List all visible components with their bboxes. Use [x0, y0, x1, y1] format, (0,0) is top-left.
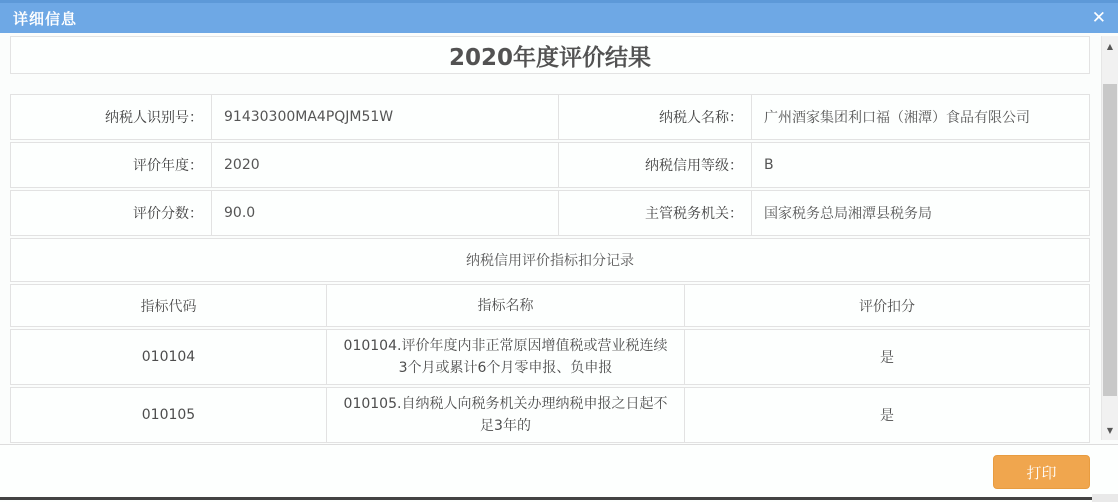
credit-level-label: 纳税信用等级：: [558, 143, 751, 187]
indicator-name: 010105.自纳税人向税务机关办理纳税申报之日起不足3年的: [326, 388, 684, 442]
info-row-year-rating: [10, 142, 1090, 188]
window-bottom-corner: [1092, 494, 1118, 502]
taxpayer-name-label: 纳税人名称：: [558, 95, 751, 139]
page-title: 2020年度评价结果: [448, 44, 651, 71]
info-row-taxpayer: [10, 94, 1090, 140]
indicator-code: 010105: [141, 407, 196, 423]
table-row: [10, 329, 1090, 385]
eval-year-label: 评价年度：: [133, 158, 203, 174]
taxpayer-name-value: 广州酒家集团利口福（湘潭）食品有限公司: [751, 95, 1089, 139]
dialog-titlebar: [0, 0, 1118, 33]
taxpayer-id-value: 91430300MA4PQJM51W: [211, 95, 558, 139]
deduction-flag: 是: [684, 388, 1089, 442]
scroll-up-icon[interactable]: ▲: [1102, 36, 1118, 56]
dialog-title: 详细信息: [13, 9, 78, 28]
deduction-header-row: [10, 284, 1090, 327]
indicator-code: 010104: [141, 349, 196, 365]
deduction-flag: 是: [684, 330, 1089, 384]
dialog-body: [0, 33, 1118, 444]
taxpayer-id-label: 纳税人识别号：: [105, 110, 203, 126]
tax-authority-label: 主管税务机关：: [558, 191, 751, 235]
eval-score-label: 评价分数：: [133, 206, 203, 222]
eval-year-value: 2020: [211, 143, 558, 187]
content-area: [10, 36, 1090, 443]
indicator-name: 010104.评价年度内非正常原因增值税或营业税连续3个月或累计6个月零申报、负申报: [326, 330, 684, 384]
vertical-scrollbar[interactable]: [1101, 36, 1118, 440]
window-bottom-edge: [0, 497, 1092, 500]
table-row: [10, 387, 1090, 443]
scrollbar-thumb[interactable]: [1103, 84, 1117, 396]
heading-box: [10, 36, 1090, 74]
print-button[interactable]: 打印: [993, 455, 1090, 489]
dialog-footer: [0, 444, 1118, 502]
header-indicator-code: 指标代码: [140, 298, 197, 315]
header-deduction: 评价扣分: [684, 285, 1089, 326]
credit-level-value: B: [751, 143, 1089, 187]
eval-score-value: 90.0: [211, 191, 558, 235]
section-title: 纳税信用评价指标扣分记录: [466, 253, 634, 269]
scroll-down-icon[interactable]: ▼: [1102, 420, 1118, 440]
info-row-score-authority: [10, 190, 1090, 236]
close-icon[interactable]: ✕: [1091, 7, 1106, 28]
header-indicator-name: 指标名称: [326, 285, 684, 326]
info-table: [10, 94, 1090, 443]
section-title-row: [10, 238, 1090, 282]
tax-authority-value: 国家税务总局湘潭县税务局: [751, 191, 1089, 235]
